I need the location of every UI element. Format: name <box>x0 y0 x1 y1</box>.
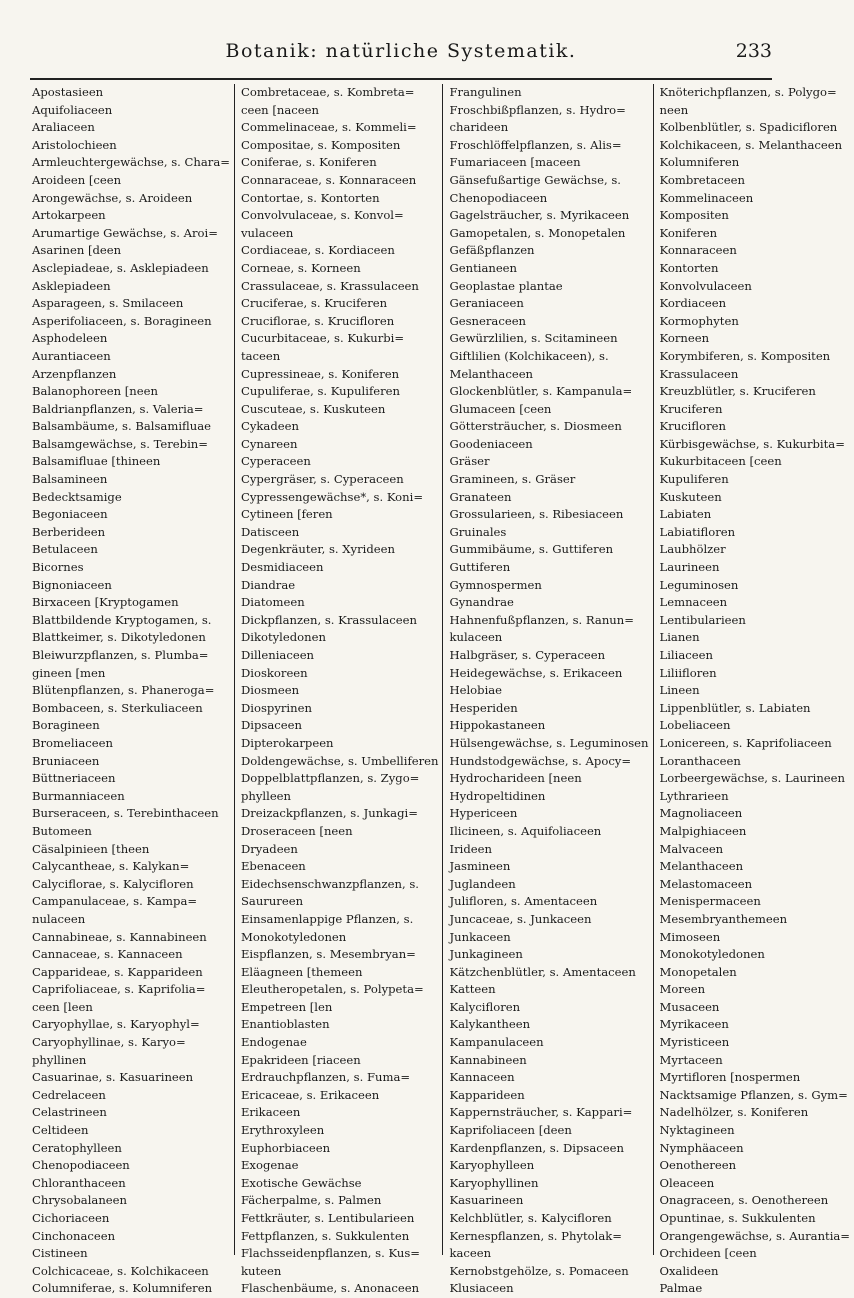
index-entry: Jasmineen <box>449 859 511 874</box>
index-entry: Asarinen [deen <box>32 243 122 258</box>
index-entry: Columniferae, s. Kolumniferen <box>32 1281 213 1296</box>
index-entry: Myrtaceen <box>659 1052 723 1067</box>
index-entry: Droseraceen [neen <box>240 823 353 838</box>
index-entry: Diosmeen <box>240 683 300 698</box>
index-entry: Euphorbiaceen <box>240 1140 331 1155</box>
index-entry: Hydropeltidinen <box>449 788 546 803</box>
index-entry: Nacktsamige Pflanzen, s. Gym= <box>659 1087 848 1102</box>
index-entry: Araliaceen <box>32 120 95 135</box>
index-entry: Myrikaceen <box>659 1017 729 1032</box>
index-entry: Kontorten <box>659 260 719 275</box>
index-entry: Cupuliferae, s. Kupuliferen <box>240 384 400 399</box>
index-entry: Dreizackpflanzen, s. Junkagi= <box>240 806 418 821</box>
index-entry: Kolbenblütler, s. Spadicifloren <box>659 120 838 135</box>
index-entry: Geraniaceen <box>449 296 524 311</box>
index-entry: Monopetalen <box>659 964 737 979</box>
index-entry: Ebenaceen <box>240 859 306 874</box>
index-entry: Fettkräuter, s. Lentibularieen <box>240 1211 415 1225</box>
index-entry: Lemnaceen <box>659 595 728 610</box>
index-entry: Boragineen <box>32 718 100 733</box>
index-entry: Dickpflanzen, s. Krassulaceen <box>240 612 417 627</box>
index-entry: Butomeen <box>32 823 92 838</box>
index-entry: Moreen <box>659 982 706 997</box>
index-entry: Balsamgewächse, s. Terebin= <box>32 436 208 451</box>
index-entry: Eleutheropetalen, s. Polypeta= <box>240 982 424 997</box>
index-entry: Cupressineae, s. Koniferen <box>240 366 400 381</box>
index-entry: Ceratophylleen <box>32 1140 122 1155</box>
index-entry: Artokarpeen <box>32 208 106 223</box>
index-entry: charideen <box>449 120 509 135</box>
index-entry: neen <box>659 102 689 117</box>
index-entry: Doldengewächse, s. Umbelliferen <box>240 753 439 768</box>
index-entry: Malvaceen <box>659 841 724 856</box>
index-entry: Kernobstgehölze, s. Pomaceen <box>449 1263 629 1278</box>
index-entry: Mimoseen <box>659 929 721 944</box>
index-entry: Loranthaceen <box>659 753 741 768</box>
index-column-4 <box>653 84 854 1296</box>
index-entry: Dipsaceen <box>240 718 302 733</box>
index-entry: Aquifoliaceen <box>32 102 113 117</box>
index-entry: Cruciferae, s. Kruciferen <box>240 296 388 311</box>
index-entry: Fettpflanzen, s. Sukkulenten <box>240 1228 410 1243</box>
running-title: Botanik: natürliche Systematik. <box>225 40 577 62</box>
index-entry: Göttersträucher, s. Diosmeen <box>449 419 622 434</box>
index-entry: Cinchonaceen <box>32 1228 116 1243</box>
index-entry: Kampanulaceen <box>449 1035 544 1050</box>
index-entry: vulaceen <box>240 225 294 240</box>
index-entry: Melanthaceen <box>449 366 534 381</box>
index-entry: Magnoliaceen <box>659 806 743 821</box>
index-entry: Hundstodgewächse, s. Apocy= <box>449 753 632 768</box>
index-entry: Kolchikaceen, s. Melanthaceen <box>659 137 843 152</box>
index-entry: Myrtifloren [nospermen <box>659 1070 801 1085</box>
index-entry: Cäsalpinieen [theen <box>32 841 150 856</box>
page-header <box>30 40 772 76</box>
index-entry: Kürbisgewächse, s. Kukurbita= <box>659 436 845 451</box>
index-entry: Blattkeimer, s. Dikotyledonen <box>32 630 206 645</box>
index-entry: Commelinaceae, s. Kommeli= <box>240 120 417 135</box>
index-entry: Colchicaceae, s. Kolchikaceen <box>32 1263 209 1278</box>
index-entry: Aroideen [ceen <box>32 172 122 187</box>
index-entry: Labiaten <box>659 507 712 522</box>
index-entry: Korneen <box>659 331 710 346</box>
index-entry: Contortae, s. Kontorten <box>240 190 380 205</box>
index-entry: Kannaceen <box>449 1070 515 1085</box>
index-entry: Gynandrae <box>449 595 514 610</box>
index-entry: Aristolochieen <box>32 137 117 152</box>
index-entry: Hippokastaneen <box>449 718 546 733</box>
index-entry: Ilicineen, s. Aquifoliaceen <box>449 823 602 838</box>
index-entry: Caryophyllae, s. Karyophyl= <box>32 1017 200 1032</box>
index-entry: Kommelinaceen <box>659 190 754 205</box>
index-entry: Ericaceae, s. Erikaceen <box>240 1087 380 1102</box>
index-entry: Cannabineae, s. Kannabineen <box>32 929 207 944</box>
index-entry: Diandrae <box>240 577 296 592</box>
index-entry: Juglandeen <box>449 876 516 891</box>
index-entry: Kätzchenblütler, s. Amentaceen <box>449 964 636 979</box>
index-entry: Asparageen, s. Smilaceen <box>32 296 184 311</box>
index-entry: Hahnenfußpflanzen, s. Ranun= <box>449 612 634 627</box>
index-entry: Caryophyllinae, s. Karyo= <box>32 1035 186 1050</box>
index-entry: Arzenpflanzen <box>32 366 117 381</box>
index-entry: Einsamenlappige Pflanzen, s. <box>240 911 414 926</box>
index-entry: Blütenpflanzen, s. Phaneroga= <box>32 683 215 698</box>
index-entry: Epakrideen [riaceen <box>240 1052 361 1067</box>
index-entry: Balsamineen <box>32 472 108 487</box>
index-entry: Gräser <box>449 454 490 469</box>
index-entry: Gesneraceen <box>449 313 527 328</box>
index-entry: taceen <box>240 348 281 363</box>
index-entry: Celtideen <box>32 1123 89 1138</box>
index-entry: Arumartige Gewächse, s. Aroi= <box>32 225 218 240</box>
index-entry: Arongewächse, s. Aroideen <box>32 190 193 205</box>
index-entry: Orangengewächse, s. Aurantia= <box>659 1228 851 1243</box>
index-entry: Melastomaceen <box>659 876 753 891</box>
index-entry: Exogenae <box>240 1158 299 1173</box>
page-number: 233 <box>735 40 772 62</box>
index-entry: Eidechsenschwanzpflanzen, s. <box>240 876 419 891</box>
index-entry: Doppelblattpflanzen, s. Zygo= <box>240 771 420 786</box>
index-entry: Erdrauchpflanzen, s. Fuma= <box>240 1070 411 1085</box>
index-entry: Apostasieen <box>32 85 104 99</box>
index-entry: kaceen <box>449 1246 492 1261</box>
index-entry: Junkaceen <box>449 929 511 944</box>
index-entry: nulaceen <box>32 911 86 926</box>
index-entry: Kelchblütler, s. Kalycifloren <box>449 1211 612 1225</box>
index-entry: Lonicereen, s. Kaprifoliaceen <box>659 735 832 750</box>
index-entry: Cichoriaceen <box>32 1211 110 1225</box>
index-entry: Desmidiaceen <box>240 560 324 575</box>
index-entry: Erikaceen <box>240 1105 301 1120</box>
index-entry: Dioskoreen <box>240 665 308 680</box>
index-entry: Gymnospermen <box>449 577 542 592</box>
index-column-3 <box>442 84 652 1296</box>
index-entry: phylleen <box>240 788 292 803</box>
index-entry: Bicornes <box>32 560 84 575</box>
index-entry: Cykadeen <box>240 419 299 434</box>
index-entry: Dipterokarpeen <box>240 735 334 750</box>
index-entry: Kreuzblütler, s. Kruciferen <box>659 384 816 399</box>
index-entry: Kukurbitaceen [ceen <box>659 454 782 469</box>
index-entry: Glockenblütler, s. Kampanula= <box>449 384 633 399</box>
index-entry: Connaraceae, s. Konnaraceen <box>240 172 417 187</box>
index-entry: Caprifoliaceae, s. Kaprifolia= <box>32 982 206 997</box>
index-entry: Geoplastae plantae <box>449 278 563 293</box>
index-column-2 <box>234 84 443 1296</box>
index-entry: Nyktagineen <box>659 1123 735 1138</box>
index-entry: Gefäßpflanzen <box>449 243 535 258</box>
index-entry: Cuscuteae, s. Kuskuteen <box>240 401 386 416</box>
index-entry: Kapparideen <box>449 1087 525 1102</box>
index-entry: Lippenblütler, s. Labiaten <box>659 700 811 715</box>
index-entry: Cyperaceen <box>240 454 311 469</box>
index-entry: Cytineen [feren <box>240 507 333 522</box>
index-entry: Hypericeen <box>449 806 518 821</box>
index-entry: Mesembryanthemeen <box>659 911 788 926</box>
index-entry: Krassulaceen <box>659 366 739 381</box>
index-entry: Empetreen [len <box>240 999 333 1014</box>
header-rule <box>30 78 772 80</box>
index-entry: Aurantiaceen <box>32 348 111 363</box>
index-entry: Fächerpalme, s. Palmen <box>240 1193 382 1208</box>
index-entry: Lythrarieen <box>659 788 729 803</box>
index-entry: Betulaceen <box>32 542 98 557</box>
index-entry: Hydrocharideen [neen <box>449 771 582 786</box>
index-entry: Kardenpflanzen, s. Dipsaceen <box>449 1140 624 1155</box>
index-entry: Granateen <box>449 489 512 504</box>
index-entry: Casuarinae, s. Kasuarineen <box>32 1070 194 1085</box>
index-entry: Chloranthaceen <box>32 1175 126 1190</box>
index-entry: Asklepiadeen <box>32 278 111 293</box>
index-entry: Exotische Gewächse <box>240 1175 362 1190</box>
index-entry: Kalycifloren <box>449 999 521 1014</box>
index-entry: Palmae <box>659 1281 703 1296</box>
index-entry: Kuskuteen <box>659 489 722 504</box>
index-entry: Oleaceen <box>659 1175 715 1190</box>
index-entry: Knöterichpflanzen, s. Polygo= <box>659 85 837 99</box>
index-entry: Kernespflanzen, s. Phytolak= <box>449 1228 622 1243</box>
index-entry: Asclepiadeae, s. Asklepiadeen <box>32 260 209 275</box>
index-entry: Asperifoliaceen, s. Boragineen <box>32 313 212 328</box>
index-entry: Dilleniaceen <box>240 648 315 662</box>
index-entry: Compositae, s. Kompositen <box>240 137 401 152</box>
index-entry: Bombaceen, s. Sterkuliaceen <box>32 700 203 715</box>
index-entry: Burmanniaceen <box>32 788 125 803</box>
index-entry: Kupuliferen <box>659 472 729 487</box>
index-entry: Myristiceen <box>659 1035 730 1050</box>
index-entry: Krucifloren <box>659 419 726 434</box>
index-entry: Cypergräser, s. Cyperaceen <box>240 472 404 487</box>
index-entry: Blattbildende Kryptogamen, s. <box>32 612 212 627</box>
index-entry: Gamopetalen, s. Monopetalen <box>449 225 626 240</box>
index-entry: Balsamifluae [thineen <box>32 454 161 469</box>
index-entry: Julifloren, s. Amentaceen <box>449 894 598 909</box>
index-entry: Gagelsträucher, s. Myrikaceen <box>449 208 630 223</box>
index-entry: Bruniaceen <box>32 753 100 768</box>
index-entry: Chrysobalaneen <box>32 1193 127 1208</box>
index-column-1 <box>30 84 234 1296</box>
index-entry: Begoniaceen <box>32 507 108 522</box>
index-entry: Nadelhölzer, s. Koniferen <box>659 1105 809 1120</box>
index-entry: Heidegewächse, s. Erikaceen <box>449 665 623 680</box>
index-entry: Dikotyledonen <box>240 630 326 645</box>
index-entry: Campanulaceae, s. Kampa= <box>32 894 198 909</box>
index-entry: Cynareen <box>240 436 298 451</box>
index-entry: Lineen <box>659 683 700 698</box>
index-entry: Frangulinen <box>449 85 522 99</box>
index-entry: Celastrineen <box>32 1105 107 1120</box>
index-entry: Cruciflorae, s. Krucifloren <box>240 313 395 328</box>
index-entry: Laurineen <box>659 560 720 575</box>
index-entry: Froschbißpflanzen, s. Hydro= <box>449 102 626 117</box>
index-entry: kulaceen <box>449 630 503 645</box>
index-entry: Gänsefußartige Gewächse, s. <box>449 172 621 187</box>
index-entry: Cedrelaceen <box>32 1087 106 1102</box>
index-entry: Endogenae <box>240 1035 307 1050</box>
index-entry: Coniferae, s. Koniferen <box>240 155 377 170</box>
index-entry: Capparideae, s. Kapparideen <box>32 964 203 979</box>
index-entry: Katteen <box>449 982 496 997</box>
index-entry: Crassulaceae, s. Krassulaceen <box>240 278 419 293</box>
index-entry: Karyophylleen <box>449 1158 535 1173</box>
index-entry: Laubhölzer <box>659 542 726 557</box>
index-entry: Calycantheae, s. Kalykan= <box>32 859 190 874</box>
index-entry: Diatomeen <box>240 595 305 610</box>
index-entry: Melanthaceen <box>659 859 744 874</box>
index-entry: Cordiaceae, s. Kordiaceen <box>240 243 395 258</box>
index-entry: ceen [naceen <box>240 102 319 117</box>
index-entry: Kombretaceen <box>659 172 745 187</box>
index-entry: Convolvulaceae, s. Konvol= <box>240 208 404 223</box>
index-entry: Hülsengewächse, s. Leguminosen <box>449 735 649 750</box>
index-entry: Lianen <box>659 630 700 645</box>
index-entry: Konnaraceen <box>659 243 737 258</box>
index-entry: Guttiferen <box>449 560 511 575</box>
index-columns <box>30 84 851 1296</box>
index-entry: Cucurbitaceae, s. Kukurbi= <box>240 331 405 346</box>
index-entry: Glumaceen [ceen <box>449 401 552 416</box>
index-entry: Lorbeergewächse, s. Laurineen <box>659 771 845 786</box>
index-entry: Grossularieen, s. Ribesiaceen <box>449 507 624 522</box>
index-entry: Labiatifloren <box>659 524 736 539</box>
index-entry: Halbgräser, s. Cyperaceen <box>449 648 606 662</box>
index-entry: Monokotyledonen <box>659 947 765 962</box>
index-entry: Degenkräuter, s. Xyrideen <box>240 542 395 557</box>
index-entry: Birxaceen [Kryptogamen <box>32 595 179 610</box>
index-entry: Lobeliaceen <box>659 718 731 733</box>
index-entry: Eläagneen [themeen <box>240 964 363 979</box>
index-entry: Enantioblasten <box>240 1017 330 1032</box>
index-entry: Cypressengewächse*, s. Koni= <box>240 489 424 504</box>
index-entry: Lentibularieen <box>659 612 746 627</box>
index-entry: Bromeliaceen <box>32 735 113 750</box>
index-entry: Chenopodiaceen <box>449 190 548 205</box>
index-entry: Kappernsträucher, s. Kappari= <box>449 1105 633 1120</box>
index-entry: Corneae, s. Korneen <box>240 260 361 275</box>
index-entry: Kolumniferen <box>659 155 740 170</box>
index-entry: Gummibäume, s. Guttiferen <box>449 542 614 557</box>
index-entry: Balsambäume, s. Balsamifluae <box>32 419 212 434</box>
index-entry: gineen [men <box>32 665 106 680</box>
index-entry: Kormophyten <box>659 313 739 328</box>
index-entry: Liliaceen <box>659 648 713 662</box>
index-entry: Konvolvulaceen <box>659 278 752 293</box>
index-entry: Erythroxyleen <box>240 1123 325 1138</box>
index-entry: Büttneriaceen <box>32 771 116 786</box>
index-entry: Malpighiaceen <box>659 823 747 838</box>
index-entry: Kannabineen <box>449 1052 527 1067</box>
index-entry: Kaprifoliaceen [deen <box>449 1123 572 1138</box>
index-entry: Gramineen, s. Gräser <box>449 472 576 487</box>
index-entry: Klusiaceen <box>449 1281 514 1296</box>
index-entry: Menispermaceen <box>659 894 761 909</box>
index-entry: Saurureen <box>240 894 304 909</box>
index-entry: ceen [leen <box>32 999 93 1014</box>
index-entry: Datisceen <box>240 524 300 539</box>
index-entry: Gewürzlilien, s. Scitamineen <box>449 331 618 346</box>
index-entry: Leguminosen <box>659 577 739 592</box>
index-entry: Kordiaceen <box>659 296 727 311</box>
index-entry: Koniferen <box>659 225 718 240</box>
index-entry: Cannaceae, s. Kannaceen <box>32 947 183 962</box>
index-entry: Korymbiferen, s. Kompositen <box>659 348 831 363</box>
index-entry: Monokotyledonen <box>240 929 347 944</box>
index-entry: Bleiwurzpflanzen, s. Plumba= <box>32 648 209 662</box>
index-entry: Helobiae <box>449 683 503 698</box>
index-entry: Dryadeen <box>240 841 298 856</box>
index-entry: Combretaceae, s. Kombreta= <box>240 85 415 99</box>
index-entry: Baldrianpflanzen, s. Valeria= <box>32 401 204 416</box>
index-entry: Oxalideen <box>659 1263 719 1278</box>
index-entry: Musaceen <box>659 999 720 1014</box>
index-entry: Cistineen <box>32 1246 88 1261</box>
index-entry: Kompositen <box>659 208 729 223</box>
index-entry: Kalykantheen <box>449 1017 531 1032</box>
index-entry: Juncaceae, s. Junkaceen <box>449 911 592 926</box>
index-entry: Gruinales <box>449 524 507 539</box>
index-entry: Orchideen [ceen <box>659 1246 757 1261</box>
index-entry: Eispflanzen, s. Mesembryan= <box>240 947 416 962</box>
index-entry: Balanophoreen [neen <box>32 384 158 399</box>
index-entry: phyllinen <box>32 1052 87 1067</box>
index-entry: Junkagineen <box>449 947 523 962</box>
index-entry: Opuntinae, s. Sukkulenten <box>659 1211 816 1225</box>
index-entry: Diospyrinen <box>240 700 312 715</box>
index-entry: Kruciferen <box>659 401 723 416</box>
index-entry: Kasuarineen <box>449 1193 524 1208</box>
index-entry: Calyciflorae, s. Kalycifloren <box>32 876 194 891</box>
index-entry: Flachsseidenpflanzen, s. Kus= <box>240 1246 421 1261</box>
index-entry: Irideen <box>449 841 492 856</box>
index-entry: Giftlilien (Kolchikaceen), s. <box>449 348 609 363</box>
index-entry: Onagraceen, s. Oenothereen <box>659 1193 829 1208</box>
index-entry: Armleuchtergewächse, s. Chara= <box>32 155 230 170</box>
index-entry: Asphodeleen <box>32 331 108 346</box>
index-entry: Burseraceen, s. Terebinthaceen <box>32 806 219 821</box>
index-entry: Fumariaceen [maceen <box>449 155 581 170</box>
index-entry: Goodeniaceen <box>449 436 533 451</box>
index-entry: Flaschenbäume, s. Anonaceen <box>240 1281 420 1296</box>
index-entry: kuteen <box>240 1263 282 1278</box>
index-entry: Karyophyllinen <box>449 1175 539 1190</box>
index-entry: Oenothereen <box>659 1158 737 1173</box>
index-entry: Chenopodiaceen <box>32 1158 130 1173</box>
index-entry: Hesperiden <box>449 700 518 715</box>
index-entry: Berberideen <box>32 524 106 539</box>
index-entry: Liliifloren <box>659 665 717 680</box>
index-entry: Bignoniaceen <box>32 577 112 592</box>
index-entry: Gentianeen <box>449 260 518 275</box>
index-entry: Froschlöffelpflanzen, s. Alis= <box>449 137 622 152</box>
index-entry: Nymphäaceen <box>659 1140 744 1155</box>
index-entry: Bedecktsamige <box>32 489 122 504</box>
